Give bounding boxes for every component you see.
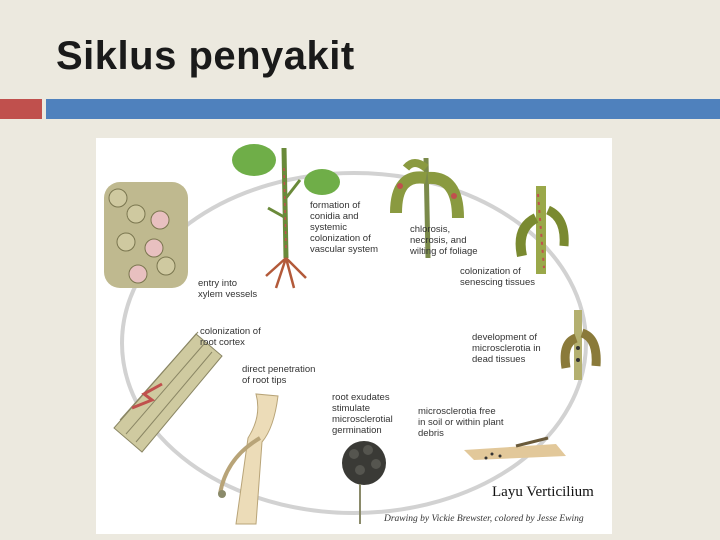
label-xylem-entry: entry into xylem vessels	[198, 278, 258, 300]
label-root-cortex: colonization of root cortex	[200, 326, 261, 348]
accent-bar-blue	[46, 99, 720, 119]
figure-credit: Drawing by Vickie Brewster, colored by Jesse Ewing	[384, 514, 584, 524]
label-development: development of microsclerotia in dead tissues	[472, 332, 541, 365]
label-senescing: colonization of senescing tissues	[460, 266, 535, 288]
label-chlorosis: chlorosis, necrosis, and wilting of foliage	[410, 224, 478, 257]
label-root-exudates: root exudates stimulate microsclerotial germination	[332, 392, 393, 436]
dead-tissue-icon	[565, 310, 596, 380]
slide-title: Siklus penyakit	[56, 34, 355, 78]
accent-bar-red	[0, 99, 42, 119]
soil-debris-icon	[464, 438, 566, 460]
label-formation: formation of conidia and systemic colonization of vascular system	[310, 200, 379, 255]
figure-caption: Layu Verticilium	[492, 484, 594, 500]
xylem-vessel-icon	[104, 182, 188, 288]
disease-cycle-figure	[96, 138, 612, 534]
label-microsclerotia-free: microsclerotia free in soil or within plant debris	[418, 406, 504, 439]
label-root-penetration: direct penetration of root tips	[242, 364, 316, 386]
root-tip-icon	[218, 394, 278, 524]
